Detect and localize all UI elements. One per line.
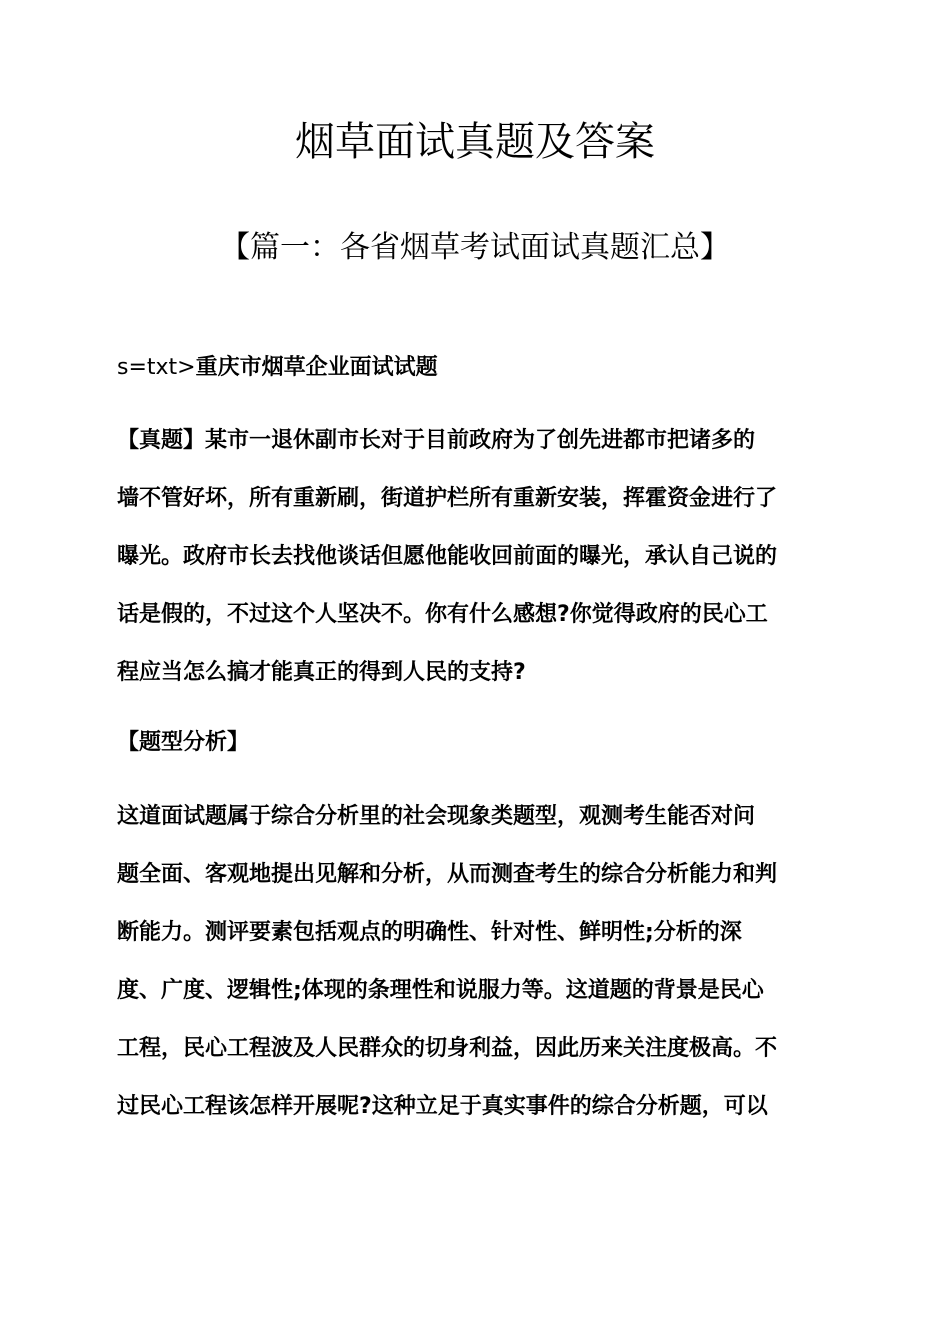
analysis-line: 过民心工程该怎样开展呢?这种立足于真实事件的综合分析题，可以 xyxy=(117,1094,768,1119)
question-line: 程应当怎么搞才能真正的得到人民的支持? xyxy=(117,660,526,685)
section-heading xyxy=(117,350,438,386)
question-line: 话是假的，不过这个人坚决不。你有什么感想?你觉得政府的民心工 xyxy=(117,602,768,627)
question-line: 【真题】某市一退休副市长对于目前政府为了创先进都市把诸多的 xyxy=(117,428,756,453)
analysis-line: 度、广度、逻辑性;体现的条理性和说服力等。这道题的背景是民心 xyxy=(117,978,764,1003)
analysis-label: 【题型分析】 xyxy=(117,730,250,755)
analysis-label-paragraph xyxy=(117,714,837,772)
section-heading-prefix: s=txt> xyxy=(117,355,196,380)
document-title: 烟草面试真题及答案 xyxy=(295,119,655,165)
analysis-line: 工程，民心工程波及人民群众的切身利益，因此历来关注度极高。不 xyxy=(117,1036,778,1061)
analysis-line: 断能力。测评要素包括观点的明确性、针对性、鲜明性;分析的深 xyxy=(117,920,742,945)
document-subtitle: 【篇一：各省烟草考试面试真题汇总】 xyxy=(220,230,730,265)
analysis-line: 题全面、客观地提出见解和分析，从而测查考生的综合分析能力和判 xyxy=(117,862,778,887)
section-heading-text: 重庆市烟草企业面试试题 xyxy=(195,355,438,380)
question-line: 墙不管好坏，所有重新刷，街道护栏所有重新安装，挥霍资金进行了 xyxy=(117,486,778,511)
analysis-line: 这道面试题属于综合分析里的社会现象类题型，观测考生能否对问 xyxy=(117,804,756,829)
question-paragraph xyxy=(117,412,837,702)
question-line: 曝光。政府市长去找他谈话但愿他能收回前面的曝光，承认自己说的 xyxy=(117,544,778,569)
analysis-paragraph xyxy=(117,788,837,1136)
